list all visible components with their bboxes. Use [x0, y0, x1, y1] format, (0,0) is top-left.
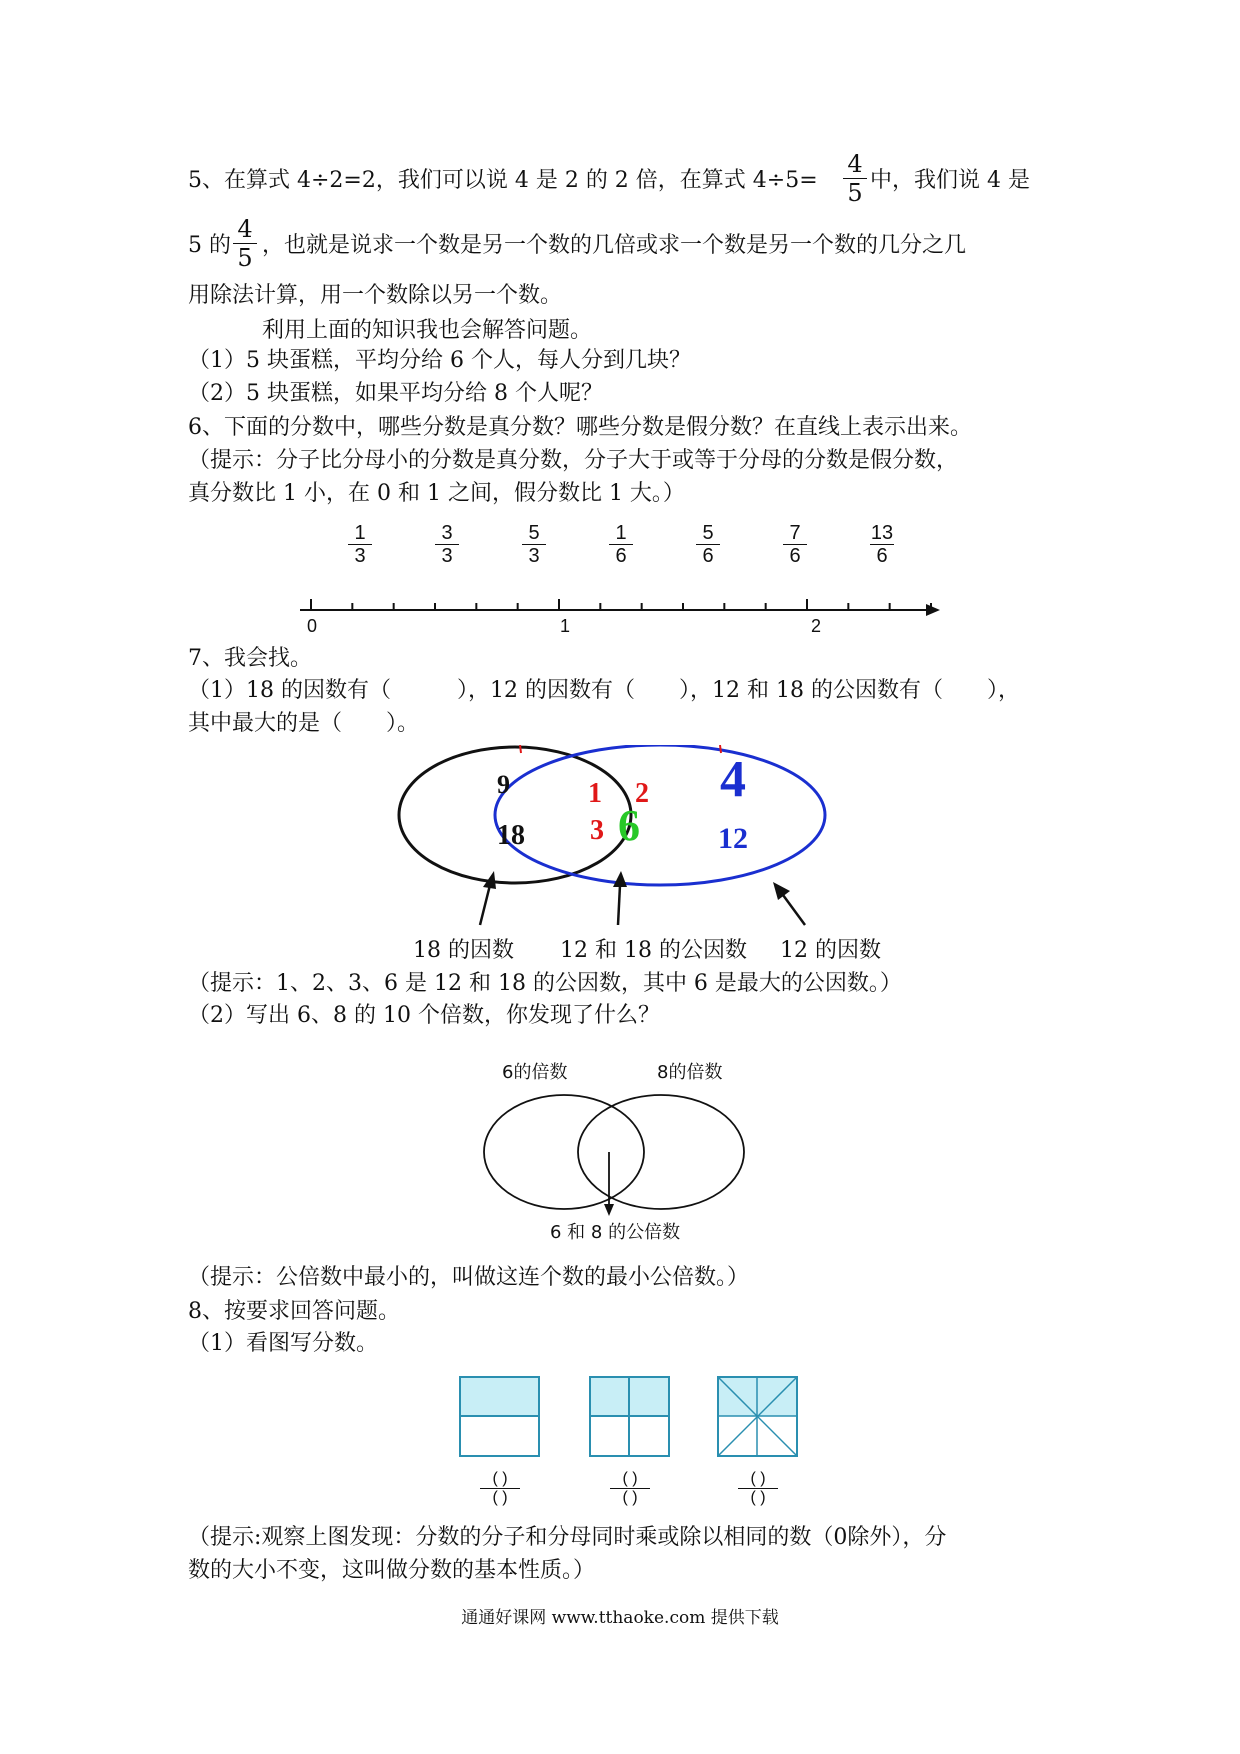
venn-arrowhead-right — [773, 882, 790, 900]
q7-p1-line1: （1）18 的因数有（ ），12 的因数有（ ），12 和 18 的公因数有（ ）， — [188, 678, 1020, 703]
venn2-left-circle — [484, 1095, 644, 1209]
q8-p1: （1）看图写分数。 — [188, 1331, 378, 1356]
number-line-ticks — [311, 599, 931, 610]
venn2-label-left: 6的倍数 — [502, 1062, 568, 1083]
venn2-label-right: 8的倍数 — [657, 1062, 723, 1083]
q5-line5: （1）5 块蛋糕，平均分给 6 个人，每人分到几块？ — [188, 348, 691, 373]
axis-label-2: 2 — [811, 616, 822, 636]
q8-hint-line1: （提示:观察上图发现：分数的分子和分母同时乘或除以相同的数（0除外），分 — [188, 1525, 947, 1550]
fraction-squares — [458, 1375, 803, 1460]
fraction-item: $\frac{1}{3}$ — [340, 522, 380, 567]
q7-title: 7、我会找。 — [188, 646, 312, 671]
q5-line2-a: 5 的 — [188, 233, 231, 258]
fraction-item: $\frac{5}{3}$ — [514, 522, 554, 567]
q5-line6: （2）5 块蛋糕，如果平均分给 8 个人呢？ — [188, 381, 603, 406]
q7-hint1: （提示：1、2、3、6 是 12 和 18 的公因数，其中 6 是最大的公因数。） — [188, 971, 902, 996]
axis-label-1: 1 — [560, 616, 571, 636]
q7-hint2: （提示：公倍数中最小的，叫做这连个数的最小公倍数。） — [188, 1265, 750, 1290]
blank-fraction-2[interactable]: ( ) ( ) — [610, 1470, 650, 1507]
venn-arrowhead-mid — [613, 871, 627, 887]
venn-common-item-3: 3 — [590, 815, 604, 846]
venn-right-item-12: 12 — [718, 822, 748, 855]
fraction-item: $\frac{3}{3}$ — [427, 522, 467, 567]
venn-common-item-2: 2 — [635, 778, 649, 809]
page-footer: 通通好课网 www.tthaoke.com 提供下载 — [461, 1608, 779, 1628]
q5-line4: 利用上面的知识我也会解答问题。 — [262, 318, 593, 343]
q6-line1: 6、下面的分数中，哪些分数是真分数？哪些分数是假分数？在直线上表示出来。 — [188, 415, 972, 440]
number-line — [290, 585, 950, 635]
blank-fraction-1[interactable]: ( ) ( ) — [480, 1470, 520, 1507]
venn-common-item-6: 6 — [618, 801, 640, 850]
square-halves — [460, 1377, 539, 1456]
q8-hint-line2: 数的大小不变，这叫做分数的基本性质。） — [188, 1558, 596, 1583]
fraction-item: $\frac{1}{6}$ — [601, 522, 641, 567]
venn-left-item-9: 9 — [497, 770, 510, 799]
q6-line2: （提示：分子比分母小的分数是真分数，分子大于或等于分母的分数是假分数， — [188, 448, 959, 473]
venn-right-item-4: 4 — [720, 751, 746, 808]
q5-line1-b: 中，我们说 4 是 — [870, 168, 1030, 193]
fraction-item: $\frac{13}{6}$ — [870, 522, 894, 567]
venn-arrow-mid — [618, 885, 620, 925]
venn-mark-left — [520, 745, 521, 753]
venn-arrow-right — [783, 895, 805, 925]
axis-label-0: 0 — [307, 616, 318, 636]
q5-line1 — [188, 165, 818, 197]
venn-arrow-left — [480, 885, 490, 925]
q7-p1-line2: 其中最大的是（ ）。 — [188, 711, 420, 736]
venn-right-circle — [495, 745, 825, 885]
q5-fraction-1: $\frac{4}{5}$ — [843, 150, 867, 207]
square-quarters — [590, 1377, 669, 1456]
venn-common-item-1: 1 — [588, 778, 602, 809]
venn-multiples — [480, 1092, 750, 1217]
fraction-item: $\frac{7}{6}$ — [775, 522, 815, 567]
blank-fraction-3[interactable]: ( ) ( ) — [738, 1470, 778, 1507]
q5-line3: 用除法计算，用一个数除以另一个数。 — [188, 283, 563, 308]
q5-fraction-2: $\frac{4}{5}$ — [233, 215, 257, 272]
q7-p2: （2）写出 6、8 的 10 个倍数，你发现了什么？ — [188, 1003, 660, 1028]
venn-label-left: 18 的因数 — [413, 938, 514, 963]
square-eighths — [718, 1377, 797, 1456]
number-line-arrow — [926, 604, 940, 616]
venn-left-item-18: 18 — [497, 820, 525, 851]
fraction-item: $\frac{5}{6}$ — [688, 522, 728, 567]
venn2-right-circle — [578, 1095, 744, 1209]
q6-line3: 真分数比 1 小，在 0 和 1 之间，假分数比 1 大。） — [188, 481, 685, 506]
q5-line2-b: ，也就是说求一个数是另一个数的几倍或求一个数是另一个数的几分之几 — [262, 233, 967, 258]
venn-label-mid: 12 和 18 的公因数 — [560, 938, 747, 963]
q8-title: 8、按要求回答问题。 — [188, 1299, 400, 1324]
venn2-arrowhead — [604, 1204, 614, 1216]
venn-label-right: 12 的因数 — [780, 938, 881, 963]
venn2-label-bottom: 6 和 8 的公倍数 — [550, 1222, 681, 1243]
q5-line1-a: 5、在算式 4÷2=2，我们可以说 4 是 2 的 2 倍，在算式 4÷5= — [188, 168, 818, 193]
